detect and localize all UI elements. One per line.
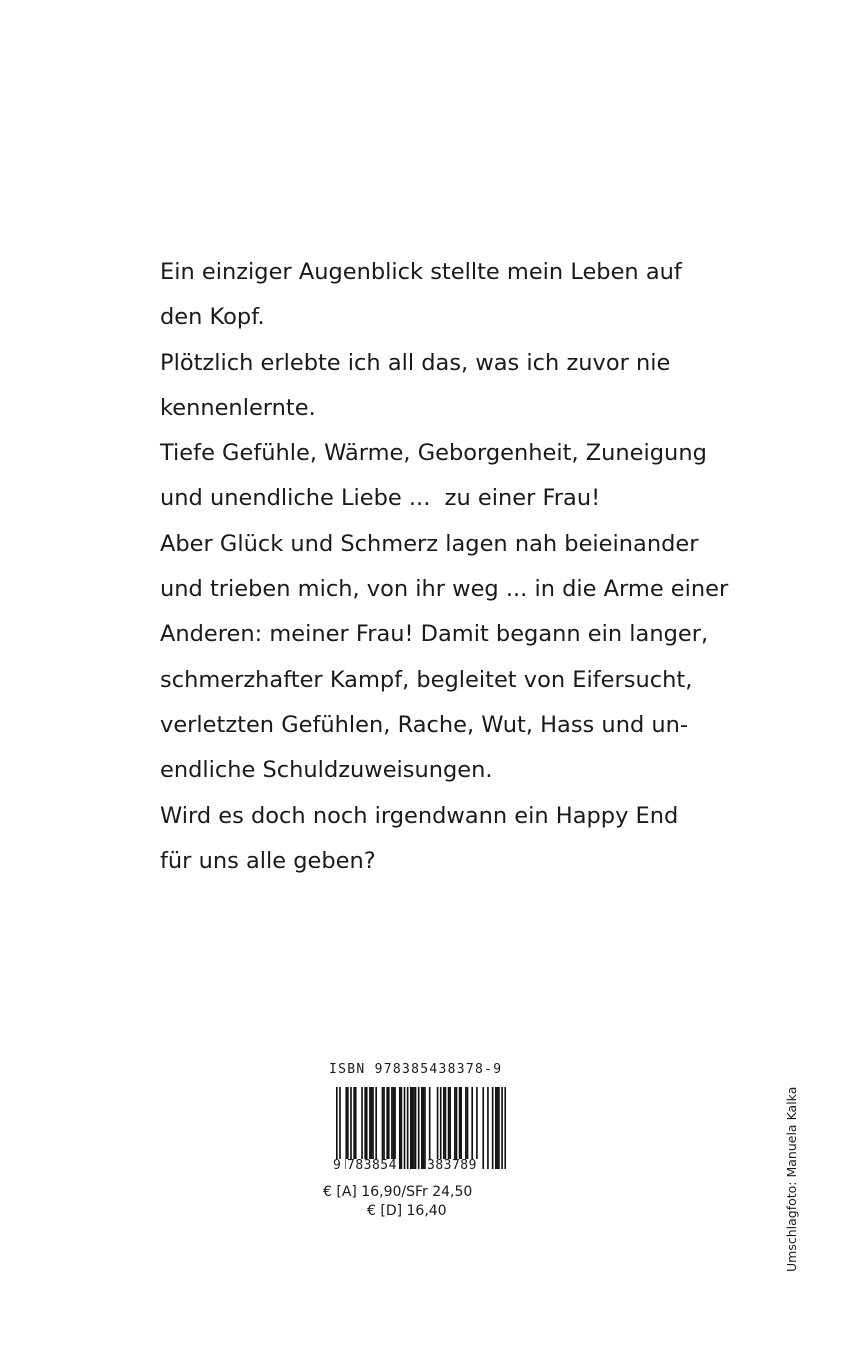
barcode-digit-group: 383789	[427, 1158, 477, 1173]
blurb-line: für uns alle geben?	[160, 847, 376, 874]
blurb-line: und trieben mich, von ihr weg ... in die Arme einer	[160, 576, 729, 603]
blurb-line: und unendliche Liebe ... zu einer Frau!	[160, 485, 601, 512]
blurb-line: den Kopf.	[160, 304, 265, 331]
blurb-line: Anderen: meiner Frau! Damit begann ein langer,	[160, 621, 709, 648]
blurb-line: Aber Glück und Schmerz lagen nah beieinander	[160, 530, 699, 557]
blurb-line: verletzten Gefühlen, Rache, Wut, Hass und un-	[160, 711, 689, 738]
blurb-line: Wird es doch noch irgendwann ein Happy End	[160, 802, 679, 829]
photo-credit: Umschlagfoto: Manuela Kalka	[784, 1086, 799, 1272]
blurb-text	[160, 250, 760, 884]
barcode-digits	[332, 1157, 512, 1173]
barcode-digit-group: 783854	[347, 1158, 397, 1173]
isbn-label: ISBN 978385438378-9	[329, 1062, 503, 1077]
blurb-line: Ein einziger Augenblick stellte mein Leben auf	[160, 259, 682, 285]
blurb-line: kennenlernte.	[160, 394, 316, 421]
price-germany: € [D] 16,40	[367, 1203, 447, 1219]
blurb-line: endliche Schuldzuweisungen.	[160, 757, 493, 784]
barcode-digit-lead: 9	[333, 1158, 341, 1173]
blurb-line: schmerzhafter Kampf, begleitet von Eifersucht,	[160, 666, 693, 693]
price-austria-switzerland: € [A] 16,90/SFr 24,50	[323, 1184, 473, 1200]
blurb-line: Plötzlich erlebte ich all das, was ich zuvor nie	[160, 349, 671, 376]
blurb-line: Tiefe Gefühle, Wärme, Geborgenheit, Zuneigung	[160, 440, 707, 467]
